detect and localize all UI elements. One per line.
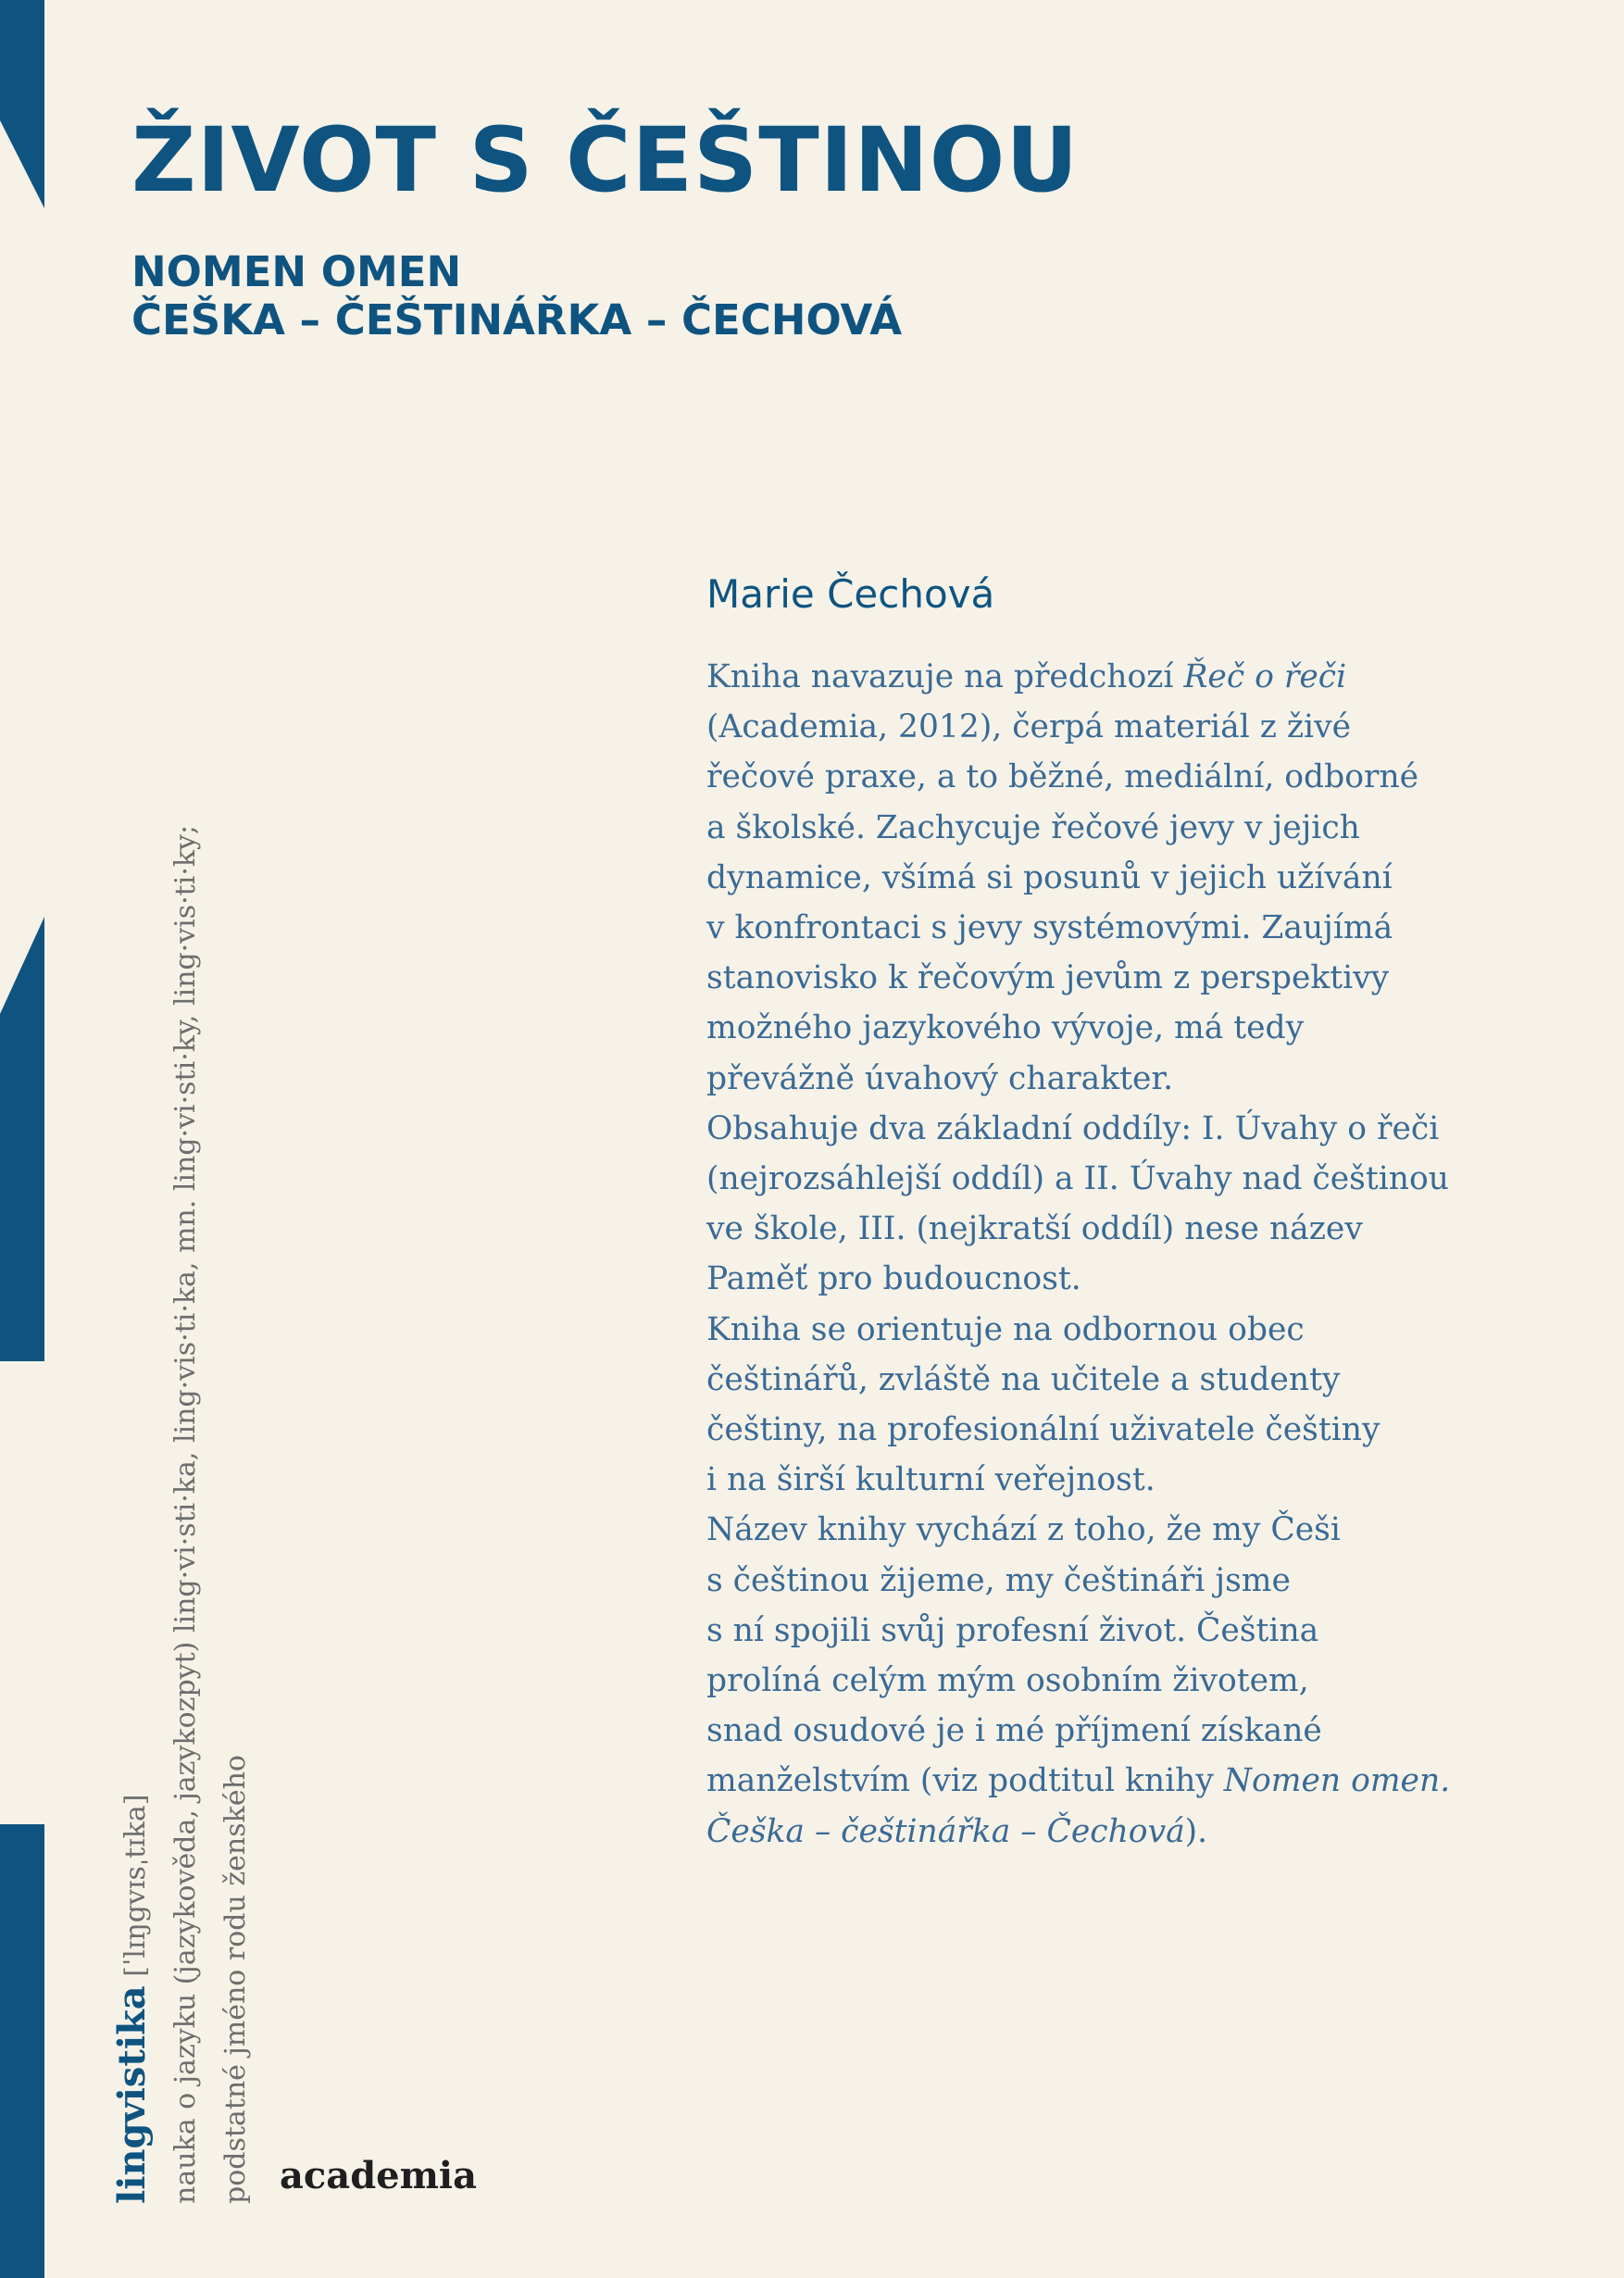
blurb-italic-title: Řeč o řeči [1183, 658, 1347, 695]
author-name: Marie Čechová [706, 571, 995, 617]
subtitle-line-2: ČEŠKA – ČEŠTINÁŘKA – ČECHOVÁ [131, 295, 903, 344]
dictionary-entry-line-3: podstatné jméno rodu ženského [219, 1755, 252, 2204]
dictionary-entry-line-2: nauka o jazyku (jazykověda, jazykozpyt) ling·vi·sti·ka, ling·vis·ti·ka, mn. ling·vi·sti·ky, ling·vis·ti·ky; [169, 824, 202, 2204]
blurb-line: stanovisko k řečovým jevům z perspektivy [706, 959, 1390, 997]
blurb-text: Kniha navazuje na předchozí [706, 658, 1184, 695]
edge-band-bottom [0, 1824, 44, 2278]
blurb-line: v konfrontaci s jevy systémovými. Zaujímá [706, 909, 1393, 947]
dictionary-headword: lingvistika [110, 1985, 154, 2204]
blurb-line: Obsahuje dva základní oddíly: I. Úvahy o řeči [706, 1109, 1440, 1147]
blurb-line: Název knihy vychází z toho, že my Češi [706, 1511, 1341, 1549]
edge-band-top [0, 0, 44, 208]
blurb-line: prolíná celým mým osobním životem, [706, 1662, 1309, 1700]
blurb-line [706, 1756, 1521, 1806]
left-edge-stripe [0, 0, 44, 2278]
publisher-logo: academia [280, 2154, 478, 2197]
blurb-line: s ní spojili svůj profesní život. Čeština [706, 1611, 1319, 1649]
blurb-text: manželstvím (viz podtitul knihy [706, 1762, 1224, 1800]
dictionary-entry [107, 630, 261, 2204]
edge-band-middle [0, 917, 44, 1361]
book-subtitle [131, 248, 902, 344]
blurb-line: s češtinou žijeme, my češtináři jsme [706, 1561, 1291, 1599]
blurb-text: ). [1184, 1812, 1208, 1850]
blurb-line: ve škole, III. (nejkratší oddíl) nese název [706, 1210, 1363, 1248]
blurb-line: (Academia, 2012), čerpá materiál z živé [706, 708, 1351, 746]
book-title: ŽIVOT S ČEŠTINOU [131, 108, 1080, 212]
blurb-line [706, 1807, 1521, 1857]
dictionary-pronunciation: [ˈlɪŋgvɪsˌtɪka] [119, 1794, 152, 1986]
blurb-line: češtiny, na profesionální uživatele češtiny [706, 1411, 1380, 1449]
blurb-line: (nejrozsáhlejší oddíl) a II. Úvahy nad češtinou [706, 1160, 1449, 1198]
blurb-italic-subtitle-end: Češka – češtinářka – Čechová [706, 1812, 1185, 1850]
dictionary-entry-line-1 [107, 630, 161, 2204]
blurb-line: dynamice, všímá si posunů v jejich užívání [706, 858, 1393, 896]
blurb-italic-subtitle: Nomen omen. [1223, 1762, 1451, 1800]
blurb-line: řečové praxe, a to běžné, mediální, odborné [706, 758, 1419, 796]
blurb-line: převážně úvahový charakter. [706, 1059, 1174, 1097]
blurb-line: snad osudové je i mé příjmení získané [706, 1712, 1322, 1750]
blurb-line: i na širší kulturní veřejnost. [706, 1461, 1156, 1499]
blurb-line [706, 652, 1521, 702]
blurb-line: možného jazykového vývoje, má tedy [706, 1009, 1305, 1047]
blurb-line: Paměť pro budoucnost. [706, 1260, 1081, 1298]
blurb-line: Kniha se orientuje na odbornou obec [706, 1310, 1305, 1348]
subtitle-line-1: NOMEN OMEN [131, 247, 462, 296]
blurb-line: češtinářů, zvláště na učitele a studenty [706, 1360, 1341, 1398]
book-blurb [706, 652, 1521, 1857]
title-block [131, 108, 1080, 344]
blurb-line: a školské. Zachycuje řečové jevy v jejich [706, 808, 1360, 846]
